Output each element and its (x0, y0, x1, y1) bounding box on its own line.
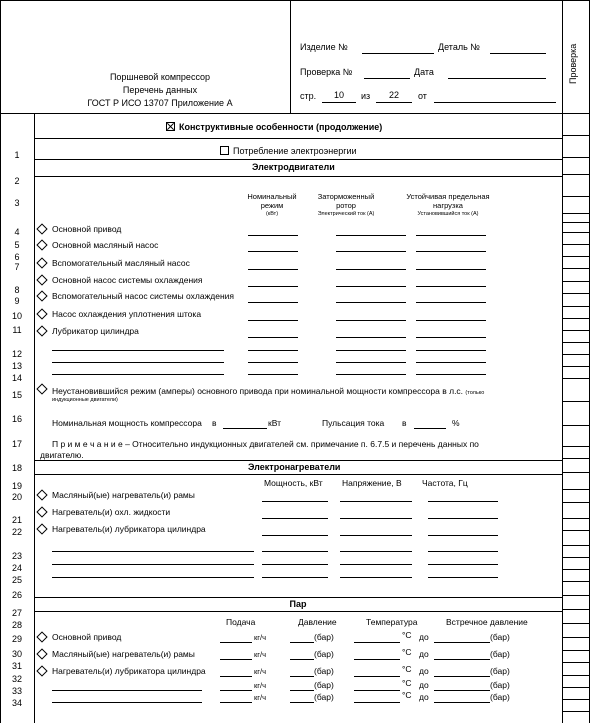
page-prefix: стр. (300, 91, 317, 101)
check-tick (562, 530, 590, 531)
motor-steady-load-field[interactable] (416, 235, 486, 236)
row-number: 21 (11, 515, 22, 525)
heater-frequency-field[interactable] (428, 501, 498, 502)
steam-item-label: Масляный(ые) нагреватель(и) рамы (52, 649, 195, 659)
section-title-text: Конструктивные особенности (продолжение) (179, 122, 383, 132)
steam-col3: Температура (366, 617, 418, 627)
diamond-icon[interactable] (36, 506, 47, 517)
row-number: 14 (11, 373, 22, 383)
rated-power-label: Номинальная мощность компрессора (52, 418, 202, 428)
rated-power-in: в (212, 418, 217, 428)
motor-locked-rotor-field[interactable] (336, 286, 406, 287)
motor-locked-rotor-field[interactable] (336, 302, 406, 303)
steam-flow-unit: кг/ч (254, 667, 267, 676)
check-tick (562, 366, 590, 367)
diamond-icon[interactable] (36, 665, 47, 676)
steam-blank-name-field[interactable] (52, 702, 202, 703)
row-number: 25 (11, 575, 22, 585)
steam-pressure-unit: (бар) (314, 692, 334, 702)
diamond-icon[interactable] (36, 523, 47, 534)
row-number: 31 (11, 661, 22, 671)
steam-temp-field[interactable] (354, 702, 400, 703)
row15-text (52, 386, 557, 396)
heater-item-label: Нагреватель(и) лубрикатора цилиндра (52, 524, 206, 534)
row-number: 26 (11, 590, 22, 600)
motor-col2-c: Электрический ток (А) (317, 211, 375, 217)
check-tick (562, 472, 590, 473)
check-tick (562, 354, 590, 355)
row-number: 7 (14, 262, 20, 272)
row-number: 24 (11, 563, 22, 573)
page-number: 10 (333, 90, 344, 100)
steam-pressure-unit: (бар) (314, 649, 334, 659)
steam-item-label: Нагреватель(и) лубрикатора цилиндра (52, 666, 206, 676)
checked-box-icon (166, 122, 175, 131)
steam-temp-field[interactable] (354, 676, 400, 677)
steam-temp-unit: °C (402, 678, 412, 688)
motor-col3-b: нагрузка (433, 201, 463, 210)
diamond-icon[interactable] (36, 648, 47, 659)
steam-temp-field[interactable] (354, 659, 400, 660)
heater-item-label: Масляный(ые) нагреватель(и) рамы (52, 490, 195, 500)
check-tick (562, 662, 590, 663)
check-tick (562, 135, 590, 136)
rated-power-field[interactable] (223, 428, 267, 429)
steam-temp-to: до (419, 666, 429, 676)
power-title-text: Потребление электроэнергии (233, 146, 357, 156)
divider (34, 611, 562, 612)
heater-frequency-field[interactable] (428, 564, 498, 565)
current-pulse-label: Пульсация тока (322, 418, 385, 428)
current-pulse-unit: % (452, 418, 460, 428)
check-tick (562, 489, 590, 490)
steam-backpressure-unit: (бар) (490, 632, 510, 642)
check-vertical-label: Проверка (568, 43, 578, 84)
diamond-icon[interactable] (36, 383, 47, 394)
motor-item-label: Вспомогательный насос системы охлаждения (52, 291, 234, 301)
steam-pressure-field[interactable] (290, 702, 314, 703)
heater-power-field[interactable] (262, 551, 328, 552)
from-field[interactable] (434, 102, 556, 103)
row-number: 5 (14, 240, 20, 250)
steam-flow-field[interactable] (220, 702, 252, 703)
diamond-icon[interactable] (36, 257, 47, 268)
steam-flow-unit: кг/ч (254, 650, 267, 659)
row-number: 19 (11, 481, 22, 491)
check-tick (562, 446, 590, 447)
steam-temp-unit: °C (402, 630, 412, 640)
check-tick (562, 609, 590, 610)
steam-backpressure-field[interactable] (434, 642, 490, 643)
motor-col1-c: (кВт) (265, 211, 279, 217)
header-title-3: ГОСТ Р ИСО 13707 Приложение А (87, 98, 233, 108)
motor-locked-rotor-field[interactable] (336, 337, 406, 338)
check-number-label: Проверка № (300, 67, 353, 77)
row-number: 29 (11, 634, 22, 644)
steam-backpressure-unit: (бар) (490, 666, 510, 676)
divider (34, 176, 562, 177)
heater-blank-name-field[interactable] (52, 564, 254, 565)
section-title (166, 122, 382, 132)
heater-power-field[interactable] (262, 501, 328, 502)
header-title-1: Поршневой компрессор (109, 72, 211, 82)
row-number: 30 (11, 649, 22, 659)
motor-item-label: Основной привод (52, 224, 122, 234)
motor-locked-rotor-field[interactable] (336, 350, 406, 351)
check-column-line (562, 0, 563, 723)
steam-pressure-unit: (бар) (314, 632, 334, 642)
row15-small: (только (465, 390, 485, 396)
header-title-2: Перечень данных (122, 85, 198, 95)
check-tick (562, 711, 590, 712)
steam-pressure-field[interactable] (290, 690, 314, 691)
frame-top (0, 0, 590, 1)
row-number: 22 (11, 527, 22, 537)
heater-voltage-field[interactable] (340, 501, 412, 502)
check-tick (562, 378, 590, 379)
motor-locked-rotor-field[interactable] (336, 251, 406, 252)
motor-col3-a: Устойчивая предельная (406, 192, 490, 201)
heater-voltage-field[interactable] (340, 551, 412, 552)
check-tick (562, 342, 590, 343)
heater-power-field[interactable] (262, 518, 328, 519)
steam-col1: Подача (226, 617, 256, 627)
steam-backpressure-field[interactable] (434, 676, 490, 677)
diamond-icon[interactable] (36, 274, 47, 285)
check-number-field[interactable] (364, 78, 410, 79)
heater-voltage-field[interactable] (340, 518, 412, 519)
row-number: 15 (11, 390, 22, 400)
steam-flow-field[interactable] (220, 642, 252, 643)
motor-locked-rotor-field[interactable] (336, 269, 406, 270)
steam-pressure-unit: (бар) (314, 680, 334, 690)
heater-frequency-field[interactable] (428, 551, 498, 552)
item-number-label: Изделие № (300, 42, 348, 52)
row-number: 10 (11, 311, 22, 321)
divider (34, 597, 562, 598)
heater-power-field[interactable] (262, 564, 328, 565)
diamond-icon[interactable] (36, 489, 47, 500)
heater-col3: Частота, Гц (422, 478, 468, 488)
row-number: 13 (11, 361, 22, 371)
heater-voltage-field[interactable] (340, 535, 412, 536)
steam-flow-field[interactable] (220, 659, 252, 660)
checkbox-icon[interactable] (220, 146, 229, 155)
motor-item-label: Вспомогательный масляный насос (52, 258, 190, 268)
steam-temp-field[interactable] (354, 642, 400, 643)
row-number: 33 (11, 686, 22, 696)
steam-col2: Давление (298, 617, 337, 627)
motor-steady-load-field[interactable] (416, 269, 486, 270)
motor-steady-load-field[interactable] (416, 251, 486, 252)
part-number-label: Деталь № (438, 42, 480, 52)
check-tick (562, 306, 590, 307)
heater-power-field[interactable] (262, 535, 328, 536)
steam-backpressure-field[interactable] (434, 690, 490, 691)
steam-flow-unit: кг/ч (254, 693, 267, 702)
diamond-icon[interactable] (36, 308, 47, 319)
check-tick (562, 623, 590, 624)
heater-voltage-field[interactable] (340, 577, 412, 578)
heater-item-label: Нагреватель(и) охл. жидкости (52, 507, 171, 517)
divider (34, 474, 562, 475)
steam-backpressure-unit: (бар) (490, 649, 510, 659)
check-tick (562, 196, 590, 197)
divider (34, 138, 562, 139)
steam-temp-to: до (419, 692, 429, 702)
divider (34, 460, 562, 461)
check-tick (562, 213, 590, 214)
motor-rated-field[interactable] (248, 286, 298, 287)
motor-steady-load-field[interactable] (416, 362, 486, 363)
total-pages-line (376, 102, 412, 103)
from-label: от (418, 91, 427, 101)
row-number: 6 (14, 252, 20, 262)
steam-flow-unit: кг/ч (254, 633, 267, 642)
motor-col1-a: Номинальный (247, 192, 297, 201)
check-tick (562, 545, 590, 546)
heater-frequency-field[interactable] (428, 518, 498, 519)
motor-item-label: Основной насос системы охлаждения (52, 275, 203, 285)
row-number: 9 (14, 296, 20, 306)
steam-pressure-field[interactable] (290, 676, 314, 677)
steam-backpressure-field[interactable] (434, 659, 490, 660)
steam-flow-field[interactable] (220, 676, 252, 677)
row-number: 17 (11, 439, 22, 449)
check-tick (562, 268, 590, 269)
motor-steady-load-field[interactable] (416, 350, 486, 351)
steam-flow-unit: кг/ч (254, 681, 267, 690)
of-label: из (361, 91, 371, 101)
rated-power-unit: кВт (268, 418, 281, 428)
motor-locked-rotor-field[interactable] (336, 374, 406, 375)
motor-rated-field[interactable] (248, 337, 298, 338)
steam-backpressure-field[interactable] (434, 702, 490, 703)
motor-col1-b: режим (260, 201, 284, 210)
check-tick (562, 675, 590, 676)
motor-rated-field[interactable] (248, 251, 298, 252)
row-number: 28 (11, 620, 22, 630)
row-number: 16 (11, 414, 22, 424)
motor-blank-name-field[interactable] (52, 374, 224, 375)
diamond-icon[interactable] (36, 631, 47, 642)
heater-blank-name-field[interactable] (52, 577, 254, 578)
motor-blank-name-field[interactable] (52, 362, 224, 363)
steam-item-label: Основной привод (52, 632, 122, 642)
check-tick (562, 699, 590, 700)
current-pulse-field[interactable] (414, 428, 446, 429)
motor-locked-rotor-field[interactable] (336, 320, 406, 321)
check-tick (562, 281, 590, 282)
motor-item-label: Основной масляный насос (52, 240, 159, 250)
steam-temp-field[interactable] (354, 690, 400, 691)
motor-locked-rotor-field[interactable] (336, 235, 406, 236)
heater-blank-name-field[interactable] (52, 551, 254, 552)
check-tick (562, 232, 590, 233)
current-pulse-in: в (402, 418, 407, 428)
row-number: 8 (14, 285, 20, 295)
heater-col1: Мощность, кВт (264, 478, 323, 488)
heater-frequency-field[interactable] (428, 577, 498, 578)
page-number-line (322, 102, 356, 103)
heater-frequency-field[interactable] (428, 535, 498, 536)
check-tick (562, 595, 590, 596)
part-number-field[interactable] (490, 53, 546, 54)
steam-pressure-field[interactable] (290, 642, 314, 643)
heater-col2: Напряжение, В (342, 478, 402, 488)
motor-rated-field[interactable] (248, 235, 298, 236)
steam-title: Пар (289, 599, 307, 609)
steam-temp-unit: °C (402, 664, 412, 674)
motor-col3-c: Установившийся ток (А) (417, 211, 479, 217)
motor-item-label: Лубрикатор цилиндра (52, 326, 139, 336)
steam-pressure-unit: (бар) (314, 666, 334, 676)
motor-rated-field[interactable] (248, 320, 298, 321)
steam-backpressure-unit: (бар) (490, 680, 510, 690)
check-tick (562, 222, 590, 223)
row-number: 2 (14, 176, 20, 186)
check-tick (562, 687, 590, 688)
motor-steady-load-field[interactable] (416, 302, 486, 303)
check-tick (562, 425, 590, 426)
steam-temp-to: до (419, 680, 429, 690)
date-label: Дата (414, 67, 434, 77)
motor-rated-field[interactable] (248, 350, 298, 351)
row-number: 12 (11, 349, 22, 359)
check-tick (562, 244, 590, 245)
row-number: 4 (14, 227, 20, 237)
row15-small-2: индукционные двигатели) (52, 397, 118, 403)
motor-rated-field[interactable] (248, 269, 298, 270)
row-number: 11 (12, 325, 22, 335)
row-number: 3 (14, 198, 20, 208)
motor-steady-load-field[interactable] (416, 286, 486, 287)
check-tick (562, 401, 590, 402)
check-tick (562, 157, 590, 158)
row-number: 27 (11, 608, 22, 618)
motor-rated-field[interactable] (248, 374, 298, 375)
motor-item-label: Насос охлаждения уплотнения штока (52, 309, 202, 319)
power-consumption-title (220, 146, 357, 156)
heaters-title: Электронагреватели (248, 462, 341, 472)
motor-steady-load-field[interactable] (416, 374, 486, 375)
motor-steady-load-field[interactable] (416, 337, 486, 338)
check-tick (562, 569, 590, 570)
header-bottom-line (0, 113, 590, 114)
steam-temp-unit: °C (402, 690, 412, 700)
divider (34, 159, 562, 160)
motor-rated-field[interactable] (248, 302, 298, 303)
check-tick (562, 293, 590, 294)
diamond-icon[interactable] (36, 290, 47, 301)
motor-rated-field[interactable] (248, 362, 298, 363)
check-tick (562, 637, 590, 638)
diamond-icon[interactable] (36, 325, 47, 336)
steam-backpressure-unit: (бар) (490, 692, 510, 702)
row-number: 20 (11, 492, 22, 502)
motors-title: Электродвигатели (252, 162, 335, 172)
motor-blank-name-field[interactable] (52, 350, 224, 351)
steam-blank-name-field[interactable] (52, 690, 202, 691)
total-pages: 22 (388, 90, 399, 100)
header-divider (290, 0, 291, 113)
check-tick (562, 650, 590, 651)
steam-temp-unit: °C (402, 647, 412, 657)
check-tick (562, 256, 590, 257)
row-number: 32 (11, 674, 22, 684)
steam-flow-field[interactable] (220, 690, 252, 691)
motor-steady-load-field[interactable] (416, 320, 486, 321)
diamond-icon[interactable] (36, 223, 47, 234)
row-number: 34 (11, 698, 22, 708)
check-tick (562, 318, 590, 319)
check-tick (562, 581, 590, 582)
row-number: 23 (11, 551, 22, 561)
check-tick (562, 502, 590, 503)
row15-main: Неустановившийся режим (амперы) основного привода при номинальной мощности компрессора в л.с. (52, 386, 464, 396)
date-field[interactable] (448, 78, 546, 79)
check-tick (562, 330, 590, 331)
row-number: 18 (11, 463, 22, 473)
motor-col2-a: Заторможенный (317, 192, 375, 201)
steam-temp-to: до (419, 649, 429, 659)
note-line-2: двигателю. (40, 450, 84, 460)
check-tick (562, 518, 590, 519)
motor-locked-rotor-field[interactable] (336, 362, 406, 363)
check-tick (562, 557, 590, 558)
steam-pressure-field[interactable] (290, 659, 314, 660)
row-number: 1 (14, 150, 20, 160)
note-line-1: П р и м е ч а н и е – Относительно индукционных двигателей см. примечание п. 6.7.5 и перечень данных по (52, 439, 479, 449)
number-column-line (34, 113, 35, 723)
heater-power-field[interactable] (262, 577, 328, 578)
steam-col4: Встречное давление (446, 617, 528, 627)
motor-col2-b: ротор (336, 201, 356, 210)
heater-voltage-field[interactable] (340, 564, 412, 565)
check-tick (562, 458, 590, 459)
check-tick (562, 174, 590, 175)
steam-temp-to: до (419, 632, 429, 642)
diamond-icon[interactable] (36, 239, 47, 250)
item-number-field[interactable] (362, 53, 434, 54)
